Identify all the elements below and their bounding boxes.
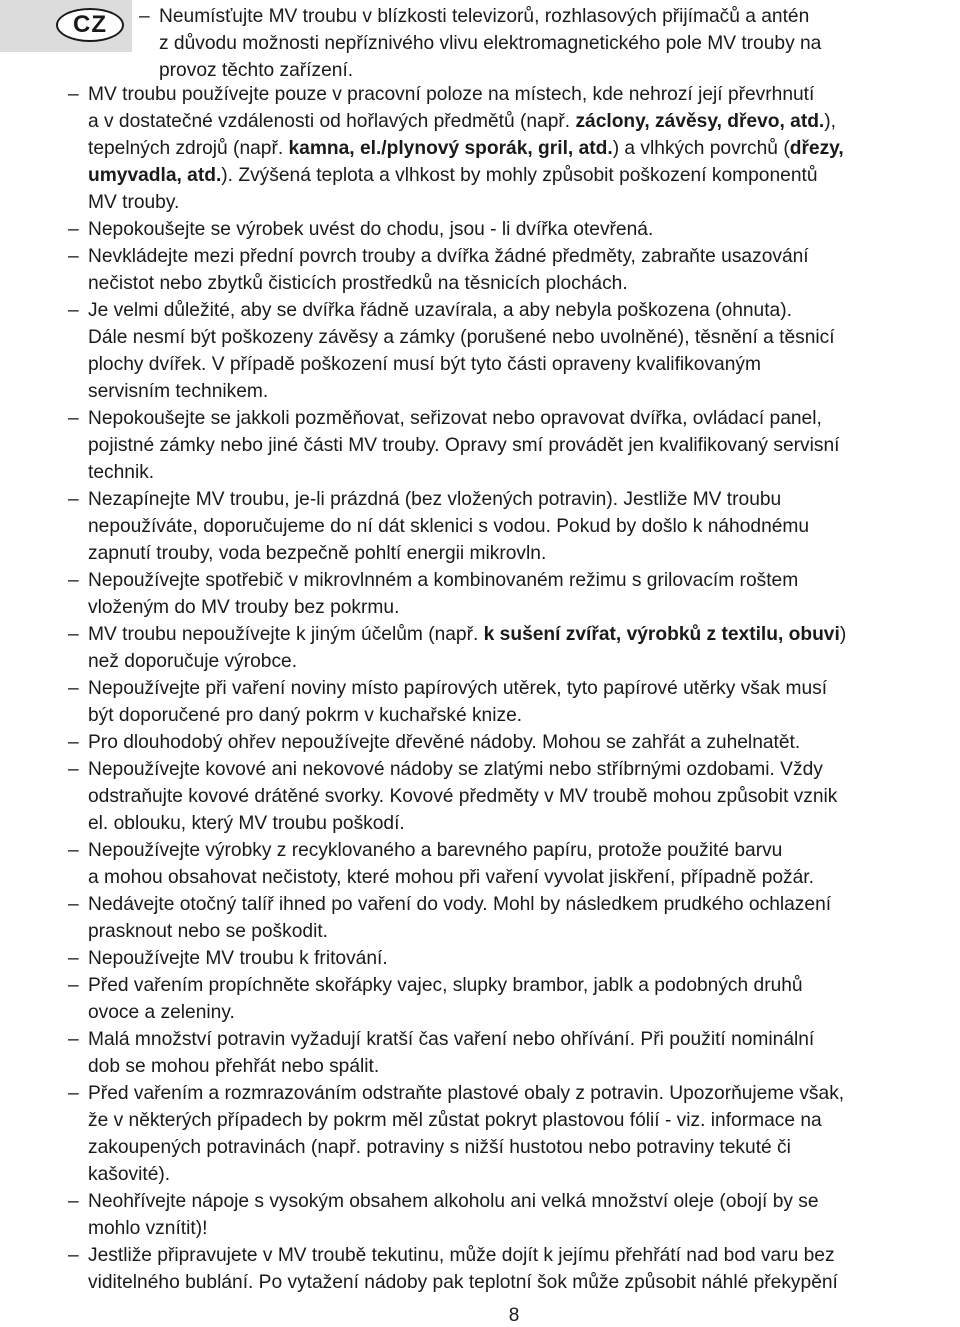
list-item: [0, 567, 960, 621]
text-line: [88, 297, 956, 324]
text: Nepoužívejte MV troubu k fritování.: [88, 948, 388, 969]
text-line: [88, 1080, 956, 1107]
list-item: [0, 1242, 960, 1296]
text-line: [88, 108, 956, 135]
text: pojistné zámky nebo jiné části MV trouby. Opravy smí provádět jen kvalifikovaný servisní: [88, 435, 840, 456]
text: el. oblouku, který MV troubu poškodí.: [88, 813, 405, 834]
text-line: [88, 1215, 956, 1242]
text-line: [88, 648, 956, 675]
text-line: [88, 675, 956, 702]
list-item: [0, 945, 960, 972]
text: nečistot nebo zbytků čisticích prostředků na těsnicích plochách.: [88, 273, 628, 294]
text: mohlo vznítit)!: [88, 1218, 208, 1239]
text: že v některých případech by pokrm měl zůstat pokryt plastovou fólií - viz. informace na: [88, 1110, 822, 1131]
text: Před vařením a rozmrazováním odstraňte plastové obaly z potravin. Upozorňujeme však,: [88, 1083, 845, 1104]
language-badge: CZ: [56, 8, 124, 42]
text: zapnutí trouby, voda bezpečně pohltí energii mikrovln.: [88, 543, 547, 564]
text-line: [88, 1134, 956, 1161]
list-item: [0, 81, 960, 216]
list-dash: –: [68, 732, 79, 753]
text-line: [88, 999, 956, 1026]
text-line: [88, 135, 956, 162]
text: plochy dvířek. V případě poškození musí být tyto části opraveny kvalifikovaným: [88, 354, 761, 375]
text: ). Zvýšená teplota a vlhkost by mohly způsobit poškození komponentů: [221, 165, 818, 186]
text-line: [88, 459, 956, 486]
list-dash: –: [68, 219, 79, 240]
text: provoz těchto zařízení.: [159, 60, 354, 81]
text-line: [88, 864, 956, 891]
list-dash: –: [139, 6, 150, 27]
text: dob se mohou přehřát nebo spálit.: [88, 1056, 380, 1077]
text-line: [88, 972, 956, 999]
list-item: [0, 621, 960, 675]
text-line: [88, 918, 956, 945]
list-item: [0, 675, 960, 729]
text: Nepoužívejte kovové ani nekovové nádoby se zlatými nebo stříbrnými ozdobami. Vždy: [88, 759, 823, 780]
text-line: [88, 567, 956, 594]
list-dash: –: [68, 300, 79, 321]
text: nepoužíváte, doporučujeme do ní dát sklenici s vodou. Pokud by došlo k náhodnému: [88, 516, 810, 537]
text-line: [88, 756, 956, 783]
text: Je velmi důležité, aby se dvířka řádně uzavírala, a aby nebyla poškozena (ohnuta).: [88, 300, 792, 321]
text-line: [88, 270, 956, 297]
text: servisním technikem.: [88, 381, 269, 402]
text-line: [88, 945, 956, 972]
text: být doporučené pro daný pokrm v kuchařské knize.: [88, 705, 523, 726]
text-line: [88, 405, 956, 432]
text: Pro dlouhodobý ohřev nepoužívejte dřevěné nádoby. Mohou se zahřát a zuhelnatět.: [88, 732, 801, 753]
text-line: [88, 891, 956, 918]
text: ): [839, 624, 847, 645]
text-line: [88, 243, 956, 270]
text: Nepoužívejte při vaření noviny místo papírových utěrek, tyto papírové utěrky však musí: [88, 678, 828, 699]
text: a mohou obsahovat nečistoty, které mohou při vaření vyvolat jiskření, případně požár.: [88, 867, 814, 888]
list-item: [0, 972, 960, 1026]
text-line: [159, 3, 956, 30]
text-line: [88, 81, 956, 108]
text-line: [88, 810, 956, 837]
list-item: [0, 891, 960, 945]
list-item: [0, 729, 960, 756]
text: MV troubu nepoužívejte k jiným účelům (např.: [88, 624, 484, 645]
text-line: [88, 837, 956, 864]
list-item: [0, 1080, 960, 1188]
text-line: [88, 378, 956, 405]
text: než doporučuje výrobce.: [88, 651, 298, 672]
text: Nedávejte otočný talíř ihned po vaření do vody. Mohl by následkem prudkého ochlazení: [88, 894, 832, 915]
text-line: [88, 189, 956, 216]
list-dash: –: [68, 408, 79, 429]
text: Nepokoušejte se výrobek uvést do chodu, jsou - li dvířka otevřená.: [88, 219, 654, 240]
text: odstraňujte kovové drátěné svorky. Kovové předměty v MV troubě mohou způsobit vznik: [88, 786, 838, 807]
text: ),: [824, 111, 836, 132]
text: Nepoužívejte spotřebič v mikrovlnném a kombinovaném režimu s grilovacím roštem: [88, 570, 799, 591]
text-line: [88, 216, 956, 243]
list-dash: –: [68, 948, 79, 969]
list-dash: –: [68, 1191, 79, 1212]
text: Nezapínejte MV troubu, je-li prázdná (bez vložených potravin). Jestliže MV troubu: [88, 489, 782, 510]
text: Jestliže připravujete v MV troubě tekutinu, může dojít k jejímu přehřátí nad bod varu bez: [88, 1245, 835, 1266]
list-dash: –: [68, 489, 79, 510]
list-dash: –: [68, 678, 79, 699]
list-dash: –: [68, 894, 79, 915]
text-line: [88, 702, 956, 729]
text: Nepoužívejte výrobky z recyklovaného a barevného papíru, protože použité barvu: [88, 840, 783, 861]
text-line: [88, 1026, 956, 1053]
text-line: [88, 540, 956, 567]
text-line: [159, 30, 956, 57]
text-line: [88, 486, 956, 513]
text: prasknout nebo se poškodit.: [88, 921, 329, 942]
text: MV trouby.: [88, 192, 180, 213]
list-dash: –: [68, 1083, 79, 1104]
page-number: 8: [508, 1305, 520, 1326]
text-line: [88, 729, 956, 756]
list-item: [0, 216, 960, 243]
text: a v dostatečné vzdálenosti od hořlavých předmětů (např.: [88, 111, 576, 132]
text-line: [88, 432, 956, 459]
list-dash: –: [68, 840, 79, 861]
list-item: [0, 3, 960, 84]
list-dash: –: [68, 570, 79, 591]
list-dash: –: [68, 759, 79, 780]
text-line: [88, 594, 956, 621]
list-dash: –: [68, 975, 79, 996]
text: viditelného bublání. Po vytažení nádoby pak teplotní šok může způsobit náhlé překypění: [88, 1272, 838, 1293]
text: Nepokoušejte se jakkoli pozměňovat, seřizovat nebo opravovat dvířka, ovládací panel,: [88, 408, 822, 429]
list-item: [0, 1026, 960, 1080]
list-item: [0, 297, 960, 405]
text: ) a vlhkých povrchů (: [612, 138, 790, 159]
list-item: [0, 243, 960, 297]
text-line: [88, 162, 956, 189]
bold-text: dřezy,: [789, 138, 844, 159]
text: vloženým do MV trouby bez pokrmu.: [88, 597, 400, 618]
text: technik.: [88, 462, 155, 483]
text-line: [88, 1269, 956, 1296]
text-line: [88, 1053, 956, 1080]
list-dash: –: [68, 246, 79, 267]
list-item: [0, 837, 960, 891]
text-line: [88, 1161, 956, 1188]
text: Dále nesmí být poškozeny závěsy a zámky (porušené nebo uvolněné), těsnění a těsnicí: [88, 327, 835, 348]
text: tepelných zdrojů (např.: [88, 138, 289, 159]
text-line: [88, 1242, 956, 1269]
list-dash: –: [68, 1245, 79, 1266]
list-dash: –: [68, 1029, 79, 1050]
text: zakoupených potravinách (např. potraviny s nižší hustotou nebo potraviny tekuté či: [88, 1137, 791, 1158]
bold-text: k sušení zvířat, výrobků z textilu, obuvi: [483, 624, 840, 645]
text-line: [88, 621, 956, 648]
text: ovoce a zeleniny.: [88, 1002, 235, 1023]
text: Neohřívejte nápoje s vysokým obsahem alkoholu ani velká množství oleje (obojí by se: [88, 1191, 819, 1212]
list-item: [0, 1188, 960, 1242]
bold-text: umyvadla, atd.: [88, 165, 222, 186]
text-line: [88, 324, 956, 351]
bold-text: kamna, el./plynový sporák, gril, atd.: [288, 138, 613, 159]
text-line: [88, 351, 956, 378]
text-line: [159, 57, 956, 84]
text: Neumísťujte MV troubu v blízkosti televizorů, rozhlasových přijímačů a antén: [159, 6, 810, 27]
list-item: [0, 756, 960, 837]
list-item: [0, 405, 960, 486]
text-line: [88, 1107, 956, 1134]
bold-text: záclony, závěsy, dřevo, atd.: [575, 111, 825, 132]
text-line: [88, 1188, 956, 1215]
text: Malá množství potravin vyžadují kratší čas vaření nebo ohřívání. Při použití nominální: [88, 1029, 815, 1050]
text: z důvodu možnosti nepříznivého vlivu elektromagnetického pole MV trouby na: [159, 33, 822, 54]
text-line: [88, 783, 956, 810]
text: MV troubu používejte pouze v pracovní poloze na místech, kde nehrozí její převrhnutí: [88, 84, 815, 105]
list-dash: –: [68, 84, 79, 105]
list-dash: –: [68, 624, 79, 645]
text-line: [88, 513, 956, 540]
list-item: [0, 486, 960, 567]
text: Před vařením propíchněte skořápky vajec, slupky brambor, jablk a podobných druhů: [88, 975, 803, 996]
text: kašovité).: [88, 1164, 171, 1185]
text: Nevkládejte mezi přední povrch trouby a dvířka žádné předměty, zabraňte usazování: [88, 246, 809, 267]
